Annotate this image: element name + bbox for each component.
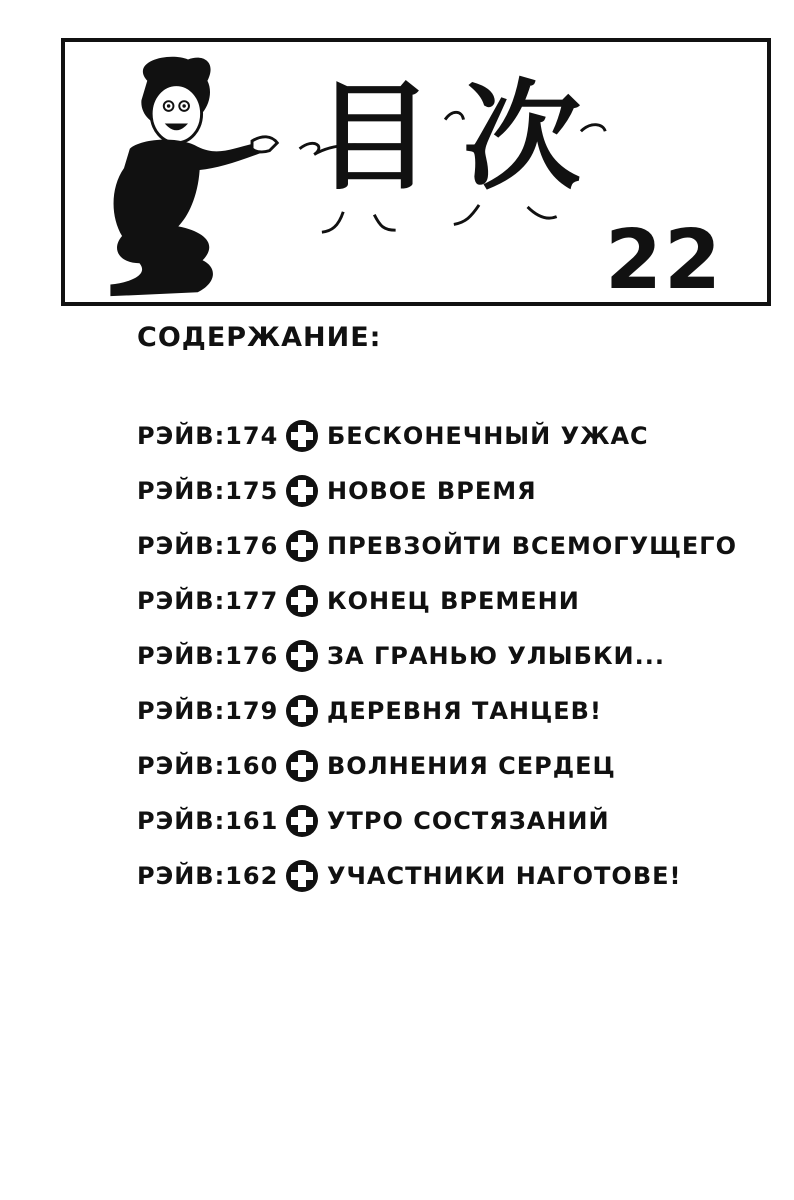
chapter-title: ЗА ГРАНЬЮ УЛЫБКИ... (327, 641, 665, 670)
chapter-title: КОНЕЦ ВРЕМЕНИ (327, 586, 580, 615)
chapter-item (137, 848, 777, 903)
cross-circle-icon (285, 584, 319, 618)
contents-heading: СОДЕРЖАНИЕ: (137, 322, 382, 353)
cross-circle-icon (285, 804, 319, 838)
chapter-number: РЭЙВ:160 (137, 751, 279, 780)
cross-circle-icon (285, 529, 319, 563)
chapter-number: РЭЙВ:174 (137, 421, 279, 450)
chapter-number: РЭЙВ:175 (137, 476, 279, 505)
chapter-number: РЭЙВ:179 (137, 696, 279, 725)
cross-circle-icon (285, 749, 319, 783)
cross-circle-icon (285, 474, 319, 508)
chapter-title: ДЕРЕВНЯ ТАНЦЕВ! (327, 696, 602, 725)
chapter-number: РЭЙВ:176 (137, 641, 279, 670)
chapter-item (137, 738, 777, 793)
kanji-title: 目次 (315, 68, 612, 206)
cross-circle-icon (285, 859, 319, 893)
chapter-title: ВОЛНЕНИЯ СЕРДЕЦ (327, 751, 616, 780)
chapter-item (137, 628, 777, 683)
chapter-title: ПРЕВЗОЙТИ ВСЕМОГУЩЕГО (327, 531, 738, 560)
chapter-number: РЭЙВ:176 (137, 531, 279, 560)
chapter-item (137, 463, 777, 518)
chapter-number: РЭЙВ:162 (137, 861, 279, 890)
header-box (61, 38, 771, 306)
chapter-item (137, 683, 777, 738)
chapter-title: УТРО СОСТЯЗАНИЙ (327, 806, 610, 835)
chapter-number: РЭЙВ:161 (137, 806, 279, 835)
chapter-title: БЕСКОНЕЧНЫЙ УЖАС (327, 421, 649, 450)
chapter-title: УЧАСТНИКИ НАГОТОВЕ! (327, 861, 682, 890)
chapter-item (137, 408, 777, 463)
chapter-number: РЭЙВ:177 (137, 586, 279, 615)
chapter-list (137, 408, 777, 903)
chapter-item (137, 573, 777, 628)
cross-circle-icon (285, 639, 319, 673)
cross-circle-icon (285, 694, 319, 728)
chapter-item (137, 793, 777, 848)
chapter-item (137, 518, 777, 573)
cross-circle-icon (285, 419, 319, 453)
chapter-title: НОВОЕ ВРЕМЯ (327, 476, 537, 505)
volume-number: 22 (605, 213, 724, 308)
